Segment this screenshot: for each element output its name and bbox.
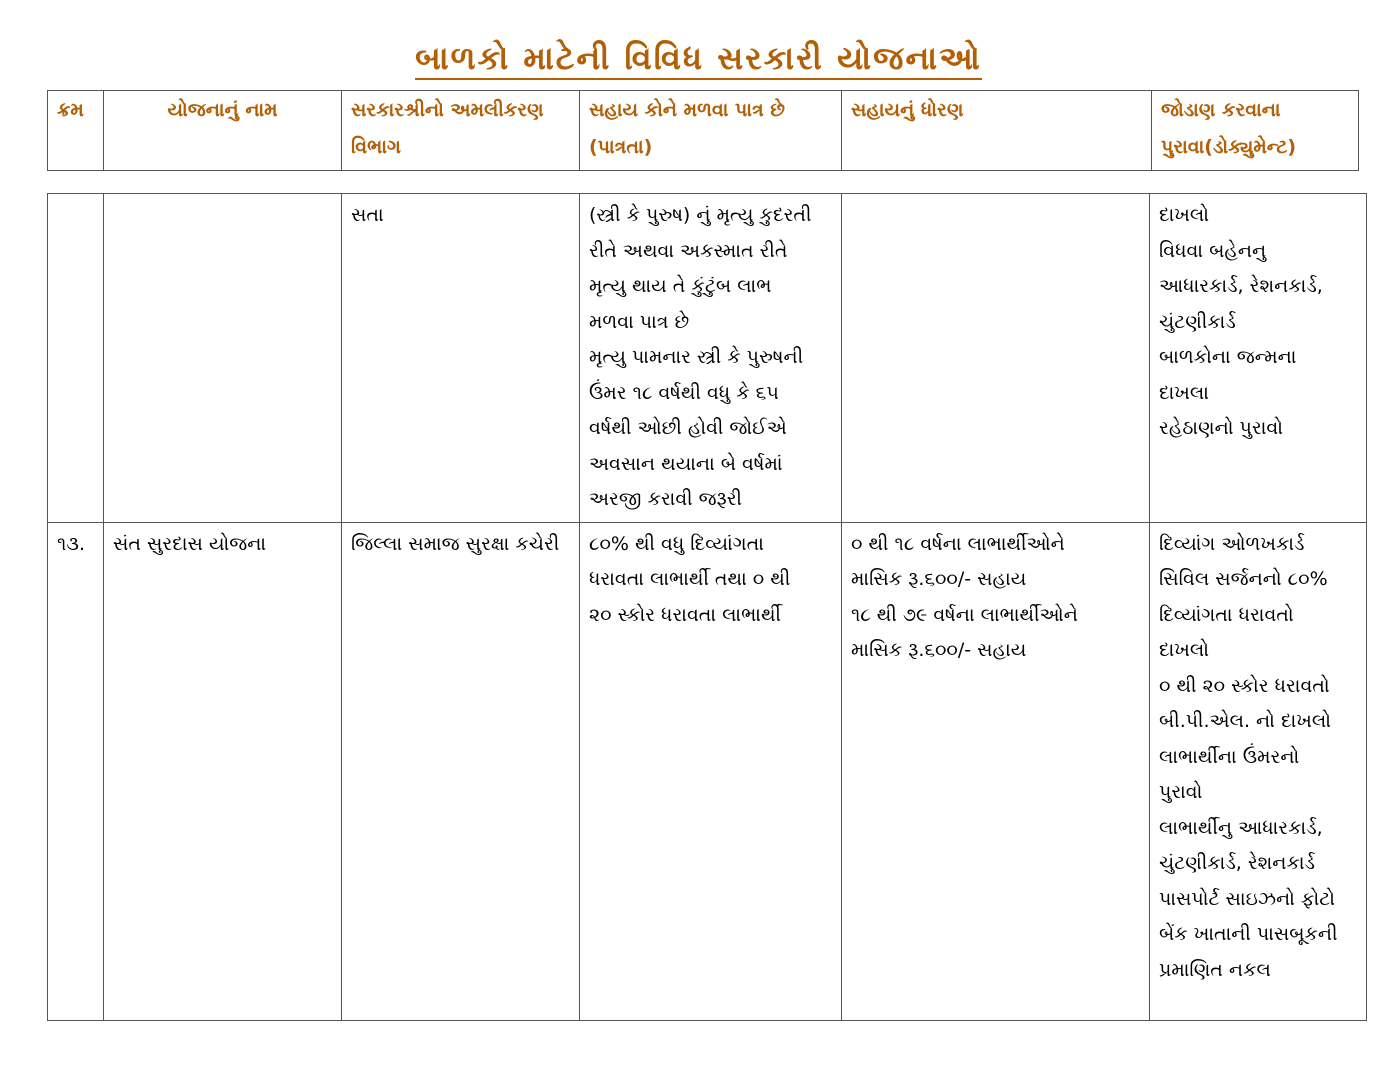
schemes-table: [47, 193, 1367, 1021]
header-eligibility-line: (પાત્રતા): [589, 136, 653, 158]
cell-line: ૨૦ સ્કોર ધરાવતા લાભાર્થી: [589, 603, 781, 626]
cell-line: (સ્ત્રી કે પુરુષ) નું મૃત્યુ કુદરતી: [589, 204, 812, 226]
cell-line: ૦ થી ૧૮ વર્ષના લાભાર્થીઓને: [851, 532, 1065, 555]
cell-line: ઉંમર ૧૮ વર્ષથી વધુ કે ૬૫: [589, 381, 779, 404]
cell-line: સિવિલ સર્જનનો ૮૦%: [1159, 568, 1328, 590]
cell-line: પાસપોર્ટ સાઇઝનો ફોટો: [1159, 887, 1336, 910]
table-row: [48, 194, 1367, 523]
header-row: [48, 91, 1359, 171]
cell-line: બેંક ખાતાની પાસબૂકની: [1159, 923, 1338, 945]
cell-department: જિલ્લા સમાજ સુરક્ષા કચેરી: [342, 522, 580, 1020]
cell-department: સતા: [342, 194, 580, 523]
cell-line: બી.પી.એલ. નો દાખલો: [1159, 710, 1331, 732]
cell-line: બાળકોના જન્મના: [1159, 346, 1297, 368]
header-eligibility: [580, 91, 842, 171]
cell-line: દાખલા: [1159, 381, 1209, 404]
cell-line: મૃત્યુ પામનાર સ્ત્રી કે પુરુષની: [589, 346, 804, 368]
cell-assistance: [842, 522, 1150, 1020]
cell-line: વિધવા બહેનનુ: [1159, 239, 1267, 262]
cell-line: ૦ થી ૨૦ સ્કોર ધરાવતો: [1159, 674, 1330, 697]
page-title-text: બાળકો માટેની વિવિધ સરકારી યોજનાઓ: [415, 39, 982, 80]
cell-line: દિવ્યાંગ ઓળખકાર્ડ: [1159, 532, 1305, 555]
cell-serial: [48, 194, 104, 523]
header-assistance: સહાયનું ધોરણ: [842, 91, 1152, 171]
cell-line: દિવ્યાંગતા ધરાવતો: [1159, 603, 1294, 626]
header-scheme-name: યોજનાનું નામ: [104, 91, 342, 171]
cell-eligibility: [580, 194, 842, 523]
cell-line: માસિક રૂ.૬૦૦/- સહાય: [851, 568, 1027, 590]
cell-line: આધારકાર્ડ, રેશનકાર્ડ,: [1159, 275, 1323, 297]
header-department: [342, 91, 580, 171]
cell-line: દાખલો: [1159, 639, 1210, 661]
schemes-table-header: [47, 90, 1359, 171]
cell-documents: [1150, 522, 1367, 1020]
cell-line: ધરાવતા લાભાર્થી તથા ૦ થી: [589, 568, 791, 590]
header-serial: ક્રમ: [48, 91, 104, 171]
cell-line: લાભાર્થીના ઉંમરનો: [1159, 745, 1300, 768]
cell-assistance: [842, 194, 1150, 523]
cell-line: મૃત્યુ થાય તે કુંટુંબ લાભ: [589, 275, 772, 297]
header-documents-line: પુરાવા(ડોક્યુમેન્ટ): [1161, 136, 1297, 158]
header-eligibility-line: સહાય કોને મળવા પાત્ર છે: [589, 99, 785, 121]
cell-line: મળવા પાત્ર છે: [589, 310, 690, 333]
cell-documents: [1150, 194, 1367, 523]
cell-line: પ્રમાણિત નકલ: [1159, 958, 1271, 981]
cell-line: લાભાર્થીનુ આધારકાર્ડ,: [1159, 816, 1323, 839]
header-documents-line: જોડાણ કરવાના: [1161, 99, 1281, 121]
cell-serial: ૧૩.: [48, 522, 104, 1020]
cell-line: અવસાન થયાના બે વર્ષમાં: [589, 452, 783, 475]
cell-scheme-name: [104, 194, 342, 523]
cell-line: દાખલો: [1159, 204, 1210, 226]
header-documents: [1152, 91, 1359, 171]
header-department-line: વિભાગ: [351, 136, 401, 158]
cell-line: વર્ષથી ઓછી હોવી જોઈએ: [589, 417, 787, 439]
table-row: [48, 522, 1367, 1020]
cell-line: રહેઠાણનો પુરાવો: [1159, 417, 1283, 439]
cell-scheme-name: સંત સુરદાસ યોજના: [104, 522, 342, 1020]
cell-line: અરજી કરાવી જરૂરી: [589, 488, 742, 510]
cell-line: ૮૦% થી વધુ દિવ્યાંગતા: [589, 532, 764, 555]
cell-eligibility: [580, 522, 842, 1020]
cell-line: પુરાવો: [1159, 781, 1203, 803]
header-department-line: સરકારશ્રીનો અમલીકરણ: [351, 99, 544, 121]
cell-line: માસિક રૂ.૬૦૦/- સહાય: [851, 639, 1027, 661]
page-title: [0, 36, 1397, 80]
cell-line: ૧૮ થી ૭૯ વર્ષના લાભાર્થીઓને: [851, 603, 1078, 626]
cell-line: ચુંટણીકાર્ડ, રેશનકાર્ડ: [1159, 852, 1315, 874]
cell-line: ચુંટણીકાર્ડ: [1159, 310, 1236, 333]
cell-line: રીતે અથવા અકસ્માત રીતે: [589, 239, 788, 262]
